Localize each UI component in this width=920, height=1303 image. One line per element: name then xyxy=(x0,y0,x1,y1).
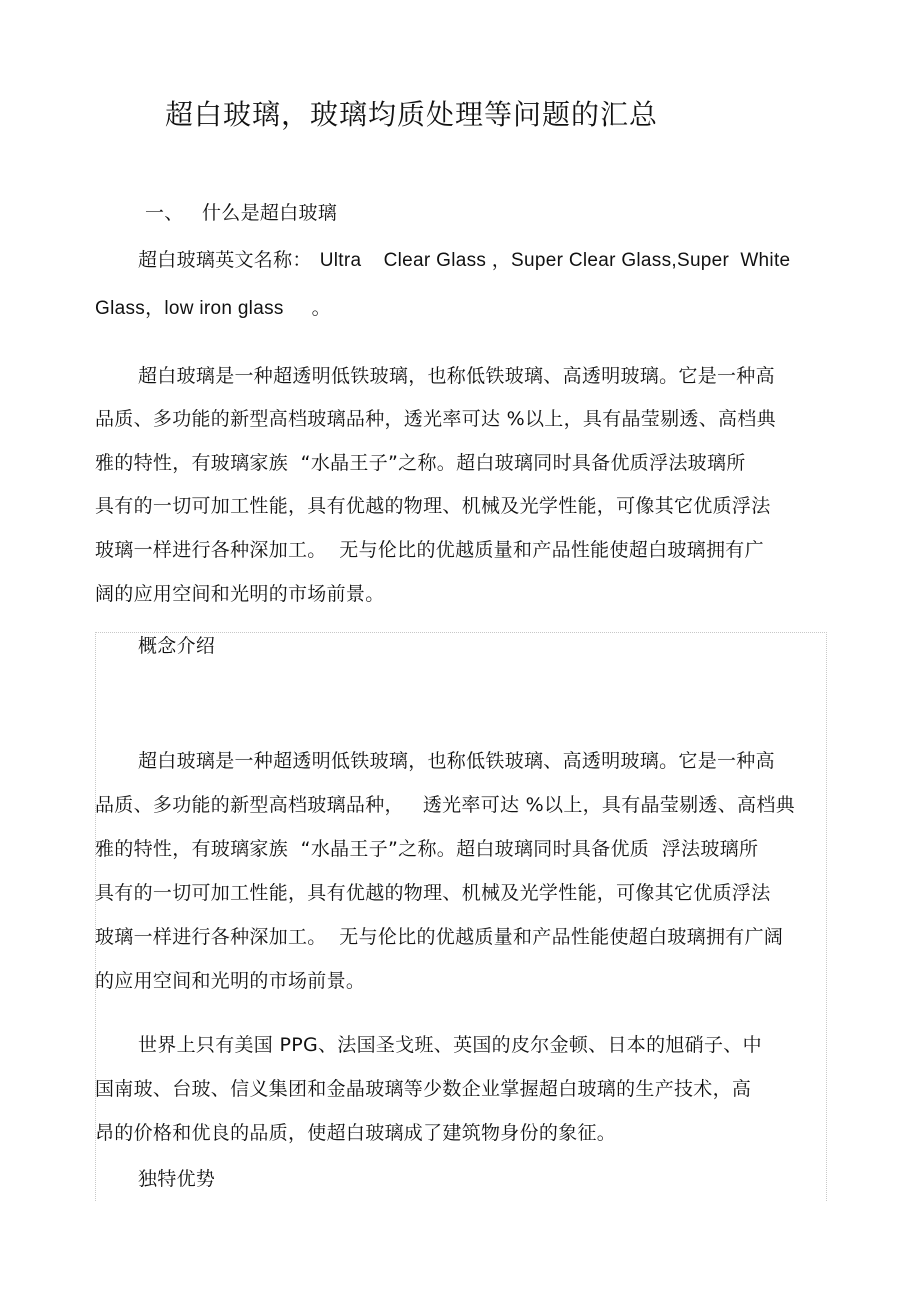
para3-line: 世界上只有美国 PPG、法国圣戈班、英国的皮尔金顿、日本的旭硝子、中 xyxy=(138,1034,762,1056)
section-heading: 什么是超白玻璃 xyxy=(202,202,338,224)
english-name-period: 。 xyxy=(311,297,331,319)
english-name-line2 xyxy=(95,296,331,321)
para2-line: 超白玻璃是一种超透明低铁玻璃，也称低铁玻璃、高透明玻璃。它是一种高 xyxy=(138,750,775,772)
para1-line: 玻璃一样进行各种深加工。 无与伦比的优越质量和产品性能使超白玻璃拥有广 xyxy=(95,539,764,561)
english-name-values-line2: Glass，low iron glass xyxy=(95,298,284,319)
document-title: 超白玻璃，玻璃均质处理等问题的汇总 xyxy=(165,98,659,131)
advantage-heading: 独特优势 xyxy=(138,1168,216,1190)
para3-line: 昂的价格和优良的品质，使超白玻璃成了建筑物身份的象征。 xyxy=(95,1122,617,1144)
concept-heading: 概念介绍 xyxy=(138,635,216,657)
english-name-label xyxy=(138,248,790,273)
concept-box xyxy=(95,632,827,1201)
english-name-prefix: 超白玻璃英文名称： xyxy=(138,249,312,271)
para3-line: 国南玻、台玻、信义集团和金晶玻璃等少数企业掌握超白玻璃的生产技术，高 xyxy=(95,1078,752,1100)
para2-line: 玻璃一样进行各种深加工。 无与伦比的优越质量和产品性能使超白玻璃拥有广阔 xyxy=(95,926,784,948)
para2-line: 品质、多功能的新型高档玻璃品种， 透光率可达 %以上，具有晶莹剔透、高档典 xyxy=(95,794,795,816)
para1-line: 品质、多功能的新型高档玻璃品种，透光率可达 %以上，具有晶莹剔透、高档典 xyxy=(95,408,776,430)
para2-line: 的应用空间和光明的市场前景。 xyxy=(95,970,366,992)
english-name-values-line1: Ultra Clear Glass ，Super Clear Glass,Super White xyxy=(319,250,791,271)
para2-line: 具有的一切可加工性能，具有优越的物理、机械及光学性能，可像其它优质浮法 xyxy=(95,882,771,904)
para2-line: 雅的特性，有玻璃家族 “水晶王子”之称。超白玻璃同时具备优质 浮法玻璃所 xyxy=(95,838,759,860)
section-number: 一、 xyxy=(145,202,184,224)
para1-line: 阔的应用空间和光明的市场前景。 xyxy=(95,583,385,605)
para1-line: 雅的特性，有玻璃家族 “水晶王子”之称。超白玻璃同时具备优质浮法玻璃所 xyxy=(95,452,746,474)
para1-line: 超白玻璃是一种超透明低铁玻璃，也称低铁玻璃、高透明玻璃。它是一种高 xyxy=(138,365,775,387)
para1-line: 具有的一切可加工性能，具有优越的物理、机械及光学性能，可像其它优质浮法 xyxy=(95,495,771,517)
